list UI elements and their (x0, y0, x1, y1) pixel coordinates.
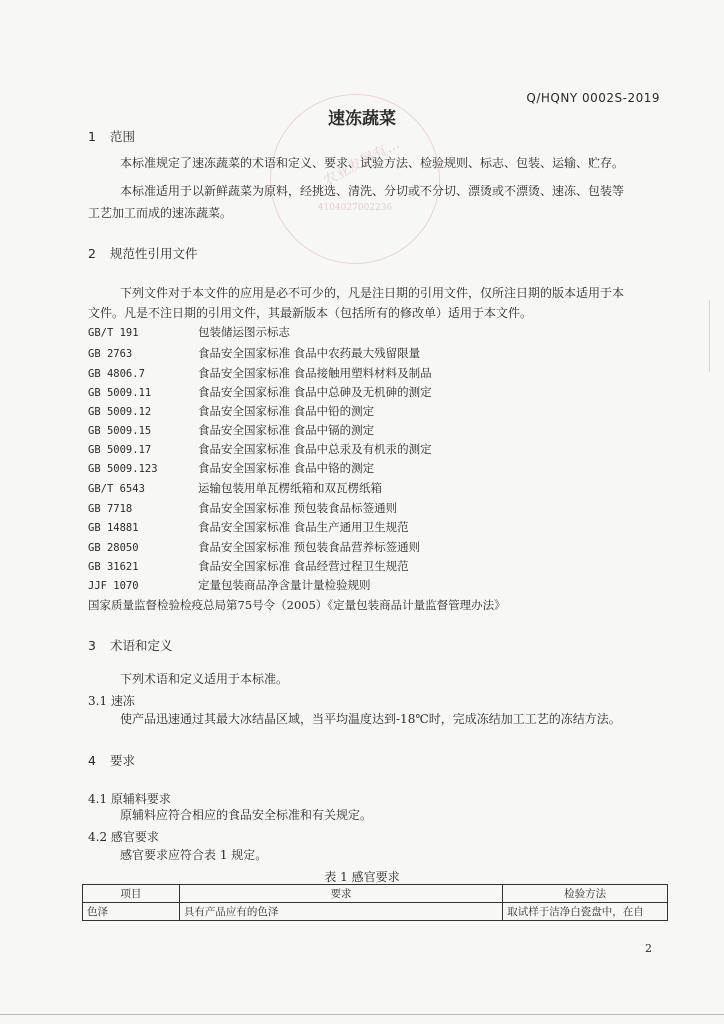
table-header-row (83, 885, 668, 903)
section-1-paragraph-2-cont: 工艺加工而成的速冻蔬菜。 (88, 206, 233, 220)
section-1-heading: 1 范围 (88, 129, 136, 144)
page-title: 速冻蔬菜 (328, 109, 396, 129)
reference-item: GB/T 191 包装储运图示标志 (88, 325, 290, 339)
subsection-4-2-text: 感官要求应符合表 1 规定。 (120, 848, 268, 862)
table-row (83, 903, 668, 921)
table-cell: 取试样于洁净白瓷盘中，在自 (503, 903, 668, 921)
reference-item: GB 28050 食品安全国家标准 预包装食品营养标签通则 (88, 540, 421, 554)
section-2-paragraph-cont: 文件。凡是不注日期的引用文件，其最新版本（包括所有的修改单）适用于本文件。 (88, 306, 533, 320)
table-caption: 表 1 感官要求 (324, 870, 400, 884)
reference-item: JJF 1070 定量包装商品净含量计量检验规则 (88, 578, 371, 592)
table-header-cell: 项目 (83, 885, 180, 903)
section-2-heading: 2 规范性引用文件 (88, 246, 198, 261)
subsection-4-2-title: 4.2 感官要求 (88, 830, 159, 844)
subsection-3-1-title: 3.1 速冻 (88, 694, 135, 708)
reference-item: GB 5009.15 食品安全国家标准 食品中镉的测定 (88, 423, 375, 437)
reference-item: GB 5009.11 食品安全国家标准 食品中总砷及无机砷的测定 (88, 385, 432, 399)
table-header-cell: 要求 (179, 885, 502, 903)
section-2-paragraph: 下列文件对于本文件的应用是必不可少的，凡是注日期的引用文件，仅所注日期的版本适用于本 (120, 286, 625, 300)
reference-item: GB 2763 食品安全国家标准 食品中农药最大残留限量 (88, 346, 421, 360)
page-number: 2 (645, 942, 652, 955)
subsection-4-1-text: 原辅料应符合相应的食品安全标准和有关规定。 (120, 808, 373, 822)
table-cell: 具有产品应有的色泽 (179, 903, 502, 921)
reference-item: GB 5009.17 食品安全国家标准 食品中总汞及有机汞的测定 (88, 442, 432, 456)
reference-decree: 国家质量监督检验检疫总局第75号令（2005）《定量包装商品计量监督管理办法》 (88, 598, 506, 612)
reference-item: GB 5009.123 食品安全国家标准 食品中铬的测定 (88, 461, 375, 475)
subsection-3-1-text: 使产品迅速通过其最大冰结晶区域，当平均温度达到-18℃时，完成冻结加工工艺的冻结方法。 (120, 712, 621, 726)
reference-item: GB 5009.12 食品安全国家标准 食品中铅的测定 (88, 404, 375, 418)
section-3-paragraph: 下列术语和定义适用于本标准。 (120, 672, 289, 686)
edge-seal-fragment (709, 300, 724, 372)
reference-item: GB 31621 食品安全国家标准 食品经营过程卫生规范 (88, 559, 409, 573)
reference-item: GB/T 6543 运输包装用单瓦楞纸箱和双瓦楞纸箱 (88, 481, 382, 495)
subsection-4-1-title: 4.1 原辅料要求 (88, 792, 171, 806)
table-cell: 色泽 (83, 903, 180, 921)
standard-code: Q/HQNY 0002S-2019 (526, 91, 660, 105)
section-1-paragraph-1: 本标准规定了速冻蔬菜的术语和定义、要求、试验方法、检验规则、标志、包装、运输、贮存。 (120, 156, 625, 170)
seal-text: …农业发展有… (308, 135, 403, 196)
sensory-requirements-table (82, 884, 668, 921)
scan-edge-line (0, 1014, 724, 1015)
table-header-cell: 检验方法 (503, 885, 668, 903)
seal-code: 4104027002236 (317, 203, 393, 213)
reference-item: GB 7718 食品安全国家标准 预包装食品标签通则 (88, 501, 398, 515)
section-3-heading: 3 术语和定义 (88, 638, 173, 653)
reference-item: GB 14881 食品安全国家标准 食品生产通用卫生规范 (88, 520, 409, 534)
section-4-heading: 4 要求 (88, 753, 136, 768)
section-1-paragraph-2: 本标准适用于以新鲜蔬菜为原料，经挑选、清洗、分切或不分切、漂烫或不漂烫、速冻、包装等 (120, 184, 625, 198)
reference-item: GB 4806.7 食品安全国家标准 食品接触用塑料材料及制品 (88, 366, 432, 380)
